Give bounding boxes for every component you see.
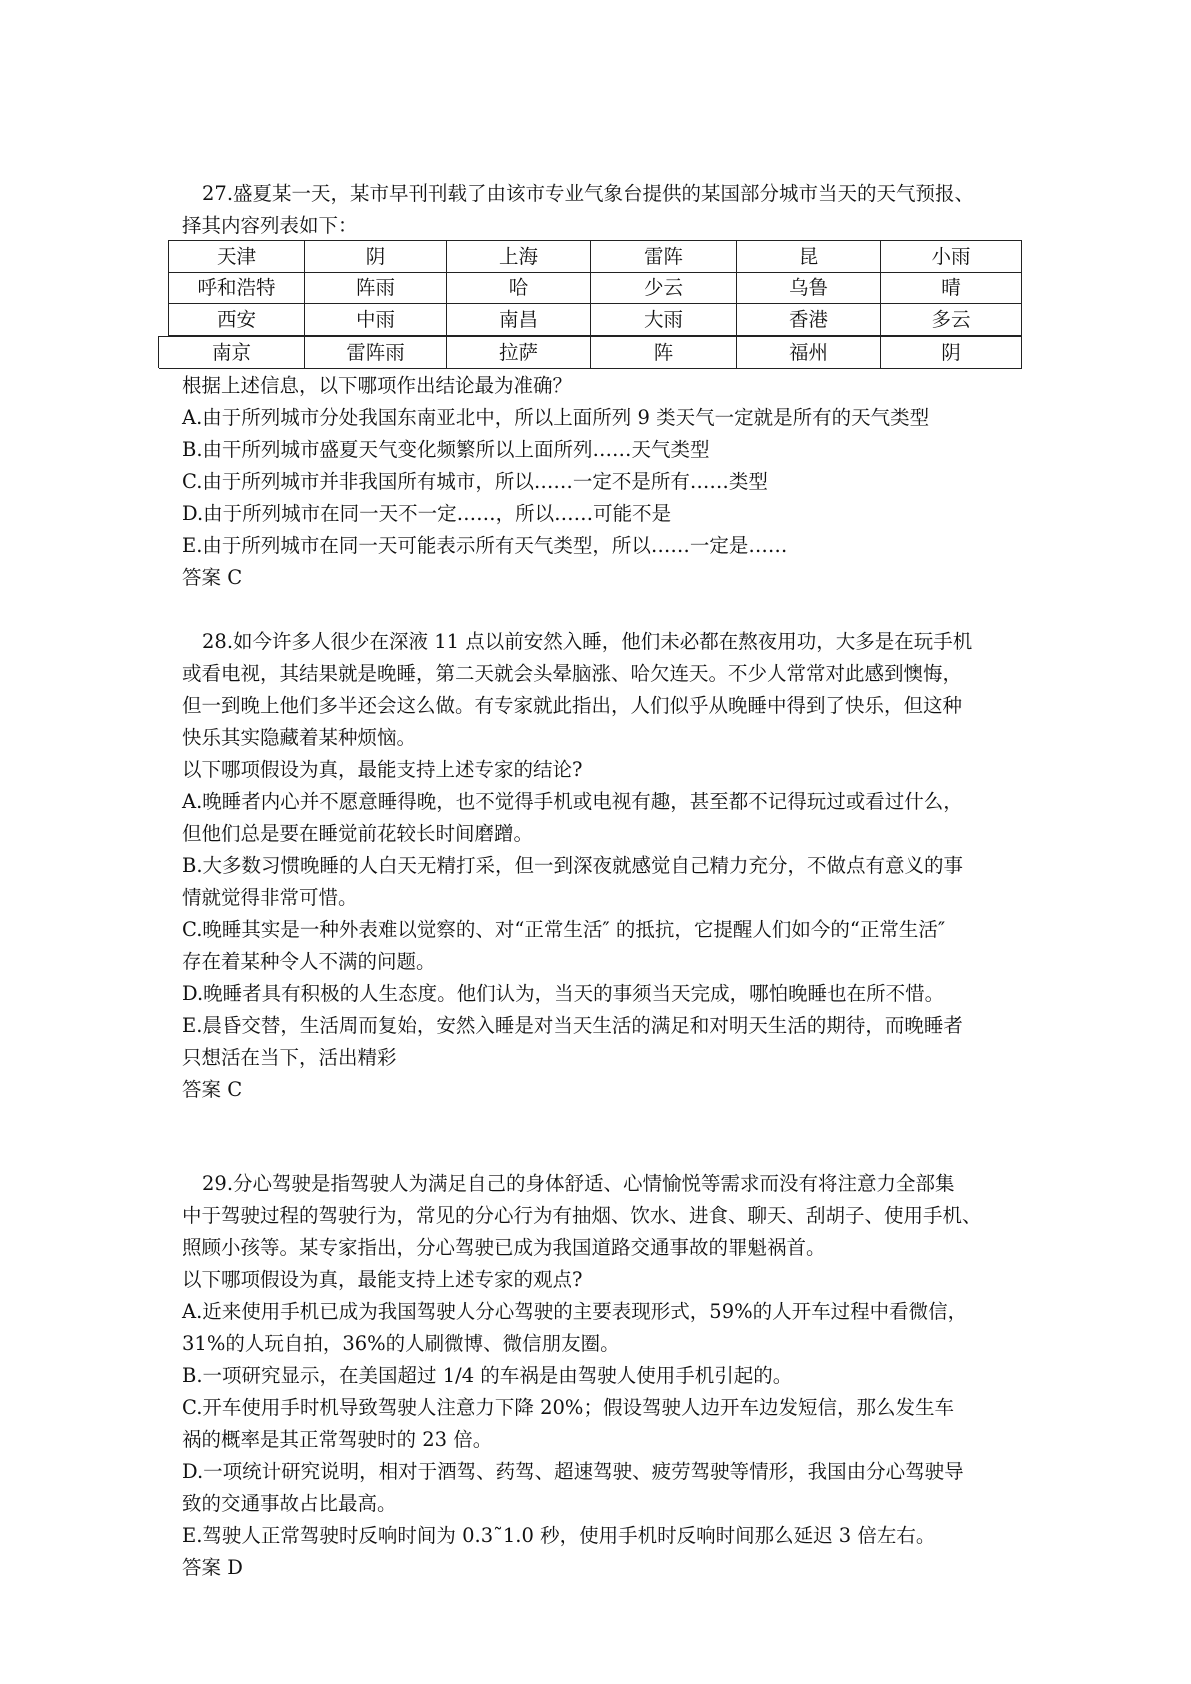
table-cell: 福州 (737, 337, 881, 369)
q28-question: 以下哪项假设为真，最能支持上述专家的结论? (182, 758, 583, 781)
table-cell: 中雨 (305, 304, 447, 336)
table-cell: 南京 (159, 337, 305, 369)
q28-option-d: D.晚睡者具有积极的人生态度。他们认为，当天的事须当天完成，哪怕晚睡也在所不惜。 (182, 982, 945, 1005)
q27-answer: 答案 C (182, 566, 243, 589)
q27-option-c: C.由于所列城市并非我国所有城市，所以……一定不是所有……类型 (182, 470, 768, 493)
q28-stem-line-4: 快乐其实隐藏着某种烦恼。 (182, 726, 417, 749)
q28-option-b-cont: 情就觉得非常可惜。 (182, 886, 358, 909)
q28-option-c-cont: 存在着某种令人不满的问题。 (182, 950, 436, 973)
table-cell: 拉萨 (447, 337, 591, 369)
table-cell: 西安 (169, 304, 305, 336)
q29-question: 以下哪项假设为真，最能支持上述专家的观点? (182, 1268, 583, 1291)
q27-option-e: E.由于所列城市在同一天可能表示所有天气类型，所以……一定是…… (182, 534, 788, 557)
q28-stem-line-2: 或看电视，其结果就是晚睡，第二天就会头晕脑涨、哈欠连天。不少人常常对此感到懊悔， (182, 662, 963, 685)
q29-option-b: B.一项研究显示，在美国超过 1/4 的车祸是由驾驶人使用手机引起的。 (182, 1364, 793, 1387)
table-cell: 阴 (881, 337, 1022, 369)
q28-option-c: C.晚睡其实是一种外表难以觉察的、对“正常生活″ 的抵抗，它提醒人们如今的“正常生活″ (182, 918, 946, 941)
table-cell: 天津 (169, 241, 305, 273)
q29-answer: 答案 D (182, 1556, 243, 1579)
q28-stem-line-1: 28.如今许多人很少在深液 11 点以前安然入睡，他们未必都在熬夜用功，大多是在玩手机 (202, 630, 973, 653)
q28-option-e: E.晨昏交替，生活周而复始，安然入睡是对当天生活的满足和对明天生活的期待，而晚睡者 (182, 1014, 963, 1037)
q28-option-a-cont: 但他们总是要在睡觉前花较长时间磨蹭。 (182, 822, 534, 845)
table-cell: 大雨 (591, 304, 737, 336)
q27-option-b: B.由干所列城市盛夏天气变化频繁所以上面所列……天气类型 (182, 438, 710, 461)
table-cell: 上海 (447, 241, 591, 273)
q29-option-e: E.驾驶人正常驾驶时反响时间为 0.3˜1.0 秒，使用手机时反响时间那么延迟 3 倍左右。 (182, 1524, 936, 1547)
table-cell: 呼和浩特 (169, 272, 305, 304)
q28-stem-line-3: 但一到晚上他们多半还会这么做。有专家就此指出，人们似乎从晚睡中得到了快乐，但这种 (182, 694, 963, 717)
q29-option-d: D.一项统计研究说明，相对于酒驾、药驾、超速驾驶、疲劳驾驶等情形，我国由分心驾驶导 (182, 1460, 964, 1483)
q29-block (182, 1168, 1022, 1584)
q29-option-c-cont: 祸的概率是其正常驾驶时的 23 倍。 (182, 1428, 493, 1451)
q28-answer: 答案 C (182, 1078, 243, 1101)
table-cell: 少云 (591, 272, 737, 304)
table-cell: 雷阵 (591, 241, 737, 273)
table-cell: 阵 (591, 337, 737, 369)
table-cell: 哈 (447, 272, 591, 304)
q27-option-d: D.由于所列城市在同一天不一定……，所以……可能不是 (182, 502, 672, 525)
table-cell: 阵雨 (305, 272, 447, 304)
table-cell: 小雨 (881, 241, 1022, 273)
table-row (168, 304, 1022, 336)
table-cell: 乌鲁 (737, 272, 881, 304)
table-cell: 香港 (737, 304, 881, 336)
table-cell: 多云 (881, 304, 1022, 336)
q28-block (182, 626, 1022, 1106)
q28-option-b: B.大多数习惯晚睡的人白天无精打采，但一到深夜就感觉自己精力充分，不做点有意义的事 (182, 854, 964, 877)
table-row (168, 272, 1022, 304)
q29-option-a: A.近来使用手机已成为我国驾驶人分心驾驶的主要表现形式，59%的人开车过程中看微信， (182, 1300, 968, 1323)
table-row (168, 240, 1022, 272)
q28-option-e-cont: 只想活在当下，活出精彩 (182, 1046, 397, 1069)
q29-option-a-cont: 31%的人玩自拍，36%的人刷微博、微信朋友圈。 (182, 1332, 620, 1355)
table-row (158, 336, 1022, 368)
q27-stem-line-2: 择其内容列表如下： (182, 214, 358, 237)
q29-stem-line-2: 中于驾驶过程的驾驶行为，常见的分心行为有抽烟、饮水、进食、聊天、刮胡子、使用手机、 (182, 1204, 982, 1227)
q27-stem-line-1: 27.盛夏某一天，某市早刊刊载了由该市专业气象台提供的某国部分城市当天的天气预报、 (202, 182, 975, 205)
q27-option-a: A.由于所列城市分处我国东南亚北中，所以上面所列 9 类天气一定就是所有的天气类型 (182, 406, 930, 429)
q27-body (182, 370, 1022, 594)
table-cell: 昆 (737, 241, 881, 273)
q27-question: 根据上述信息，以下哪项作出结论最为准确？ (182, 374, 573, 397)
q29-option-c: C.开车使用手时机导致驾驶人注意力下降 20%；假设驾驶人边开车边发短信，那么发生车 (182, 1396, 954, 1419)
table-cell: 南昌 (447, 304, 591, 336)
table-cell: 晴 (881, 272, 1022, 304)
q29-stem-line-1: 29.分心驾驶是指驾驶人为满足自己的身体舒适、心情愉悦等需求而没有将注意力全部集 (202, 1172, 955, 1195)
q29-stem-line-3: 照顾小孩等。某专家指出，分心驾驶已成为我国道路交通事故的罪魁祸首。 (182, 1236, 826, 1259)
q28-option-a: A.晚睡者内心并不愿意睡得晚，也不觉得手机或电视有趣，甚至都不记得玩过或看过什么， (182, 790, 963, 813)
table-cell: 阴 (305, 241, 447, 273)
q27-stem (182, 178, 1022, 242)
q29-option-d-cont: 致的交通事故占比最高。 (182, 1492, 397, 1515)
table-cell: 雷阵雨 (305, 337, 447, 369)
